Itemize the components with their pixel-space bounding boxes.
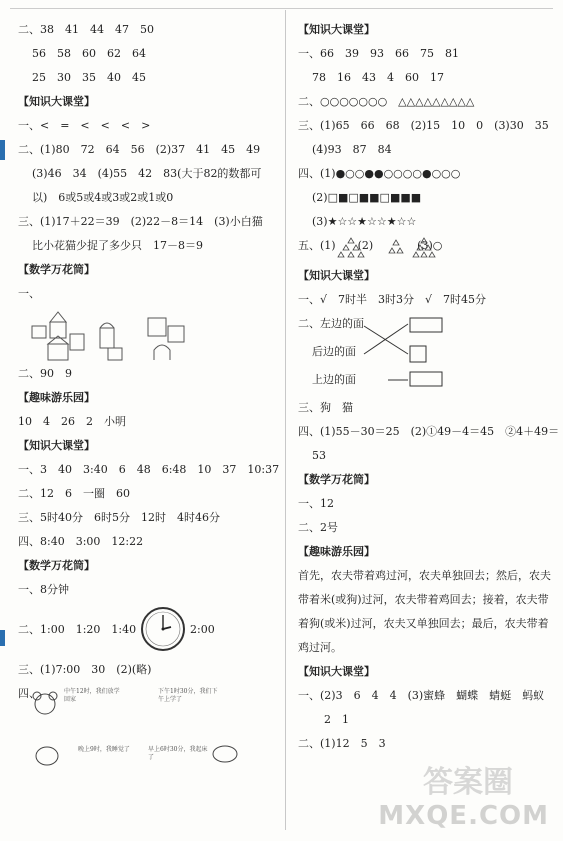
watermark-logo: 答案圈	[423, 765, 513, 800]
triangle-pile-icon	[336, 236, 366, 260]
answer-line	[298, 234, 554, 264]
answer-line: 2:00	[190, 623, 215, 636]
clock-row	[18, 602, 280, 658]
answer-line: 带着米(或狗)过河，农夫带着鸡回去；接着，农夫带	[298, 593, 549, 606]
block-figures	[18, 306, 280, 362]
picture-caption: 早上6时30分，我起床了	[148, 746, 208, 761]
question-prefix: 四、	[18, 687, 40, 700]
time-pictures	[18, 682, 280, 774]
squirrel-picture-icon	[32, 740, 62, 768]
answer-line: 一、√ 7时半 3时3分 √ 7时45分	[298, 293, 487, 306]
answer-line: 一、< = < < < >	[18, 119, 151, 132]
answer-line: 鸡过河。	[298, 641, 342, 654]
section-heading: 【知识大课堂】	[298, 269, 375, 282]
section-heading: 【趣味游乐园】	[298, 545, 375, 558]
answer-line: 三、(1)65 66 68 (2)15 10 0 (3)30 35	[298, 119, 549, 132]
top-rule	[10, 8, 553, 9]
blue-edge-mark	[0, 630, 5, 646]
answer-line: 56 58 60 62 64	[32, 47, 146, 60]
picture-caption: 晚上9时，我睡觉了	[78, 746, 130, 753]
answer-text: 五、(1) (2) (3)○	[298, 239, 443, 252]
section-heading: 【知识大课堂】	[18, 439, 95, 452]
answer-line	[18, 282, 280, 306]
picture-caption: 下午1时30分，我们下午上学了	[158, 688, 218, 703]
bear-picture-icon	[30, 690, 60, 720]
question-prefix: 一、	[18, 287, 40, 300]
answer-line: 78 16 43 4 60 17	[312, 71, 444, 84]
answer-line: 二、12 6 一圈 60	[18, 487, 130, 500]
picture-caption: 中午12时，我们放学回家	[64, 688, 120, 703]
answer-line: 二、(1)80 72 64 56 (2)37 41 45 49	[18, 143, 261, 156]
answer-line: 四、(1)55－30＝25 (2)①49－4＝45 ②4＋49＝	[298, 425, 560, 438]
answer-line: (3)46 34 (4)55 42 83(大于82的数都可	[32, 167, 262, 180]
answer-line: 首先，农夫带着鸡过河，农夫单独回去；然后，农夫	[298, 569, 551, 582]
answer-line: (2)□■□■■□■■■	[312, 191, 422, 204]
answer-line: 二、○○○○○○○ △△△△△△△△△	[298, 95, 475, 108]
answer-line: 二、(1)12 5 3	[298, 737, 386, 750]
section-heading: 【知识大课堂】	[298, 23, 375, 36]
answer-line: 25 30 35 40 45	[32, 71, 146, 84]
answer-line: 二、38 41 44 47 50	[18, 23, 154, 36]
right-column	[298, 18, 560, 756]
answer-line: 以) 6或5或4或3或2或1或0	[32, 191, 174, 204]
match-lines	[358, 316, 448, 388]
answer-line: (4)93 87 84	[312, 143, 392, 156]
answer-line: 三、(1)17＋22＝39 (2)22－8＝14 (3)小白猫	[18, 215, 263, 228]
answer-line: 2 1	[324, 713, 349, 726]
answer-line: 一、12	[298, 497, 334, 510]
section-heading: 【数学万花筒】	[18, 559, 95, 572]
answer-line: 四、8:40 3:00 12:22	[18, 535, 144, 548]
section-heading: 【知识大课堂】	[18, 95, 95, 108]
match-label: 后边的面	[312, 345, 356, 358]
clock-icon	[140, 606, 186, 652]
matching-exercise	[298, 312, 554, 396]
answer-line: 一、66 39 93 66 75 81	[298, 47, 459, 60]
answer-line: 二、1:00 1:20 1:40	[18, 623, 137, 636]
column-divider	[285, 10, 286, 830]
section-heading: 【数学万花筒】	[18, 263, 95, 276]
triangle-groups-icon	[388, 236, 442, 260]
answer-line: 三、(1)7:00 30 (2)(略)	[18, 663, 152, 676]
answer-line: (3)★☆☆★☆☆★☆☆	[312, 215, 417, 228]
match-label: 二、左边的面	[298, 317, 364, 330]
answer-line: 一、(2)3 6 4 4 (3)蜜蜂 蝴蝶 蜻蜓 蚂蚁	[298, 689, 545, 702]
watermark-text: MXQE.COM	[378, 801, 549, 831]
blue-edge-mark	[0, 140, 5, 160]
answer-line: 着狗(或米)过河，农夫又单独回去；最后，农夫带着	[298, 617, 549, 630]
answer-line: 三、5时40分 6时5分 12时 4时46分	[18, 511, 220, 524]
block-drawings	[28, 308, 228, 362]
answer-line: 三、狗 猫	[298, 401, 353, 414]
answer-line: 53	[312, 449, 326, 462]
deer-picture-icon	[208, 734, 242, 768]
section-heading: 【知识大课堂】	[298, 665, 375, 678]
answer-line: 一、8分钟	[18, 583, 69, 596]
section-heading: 【趣味游乐园】	[18, 391, 95, 404]
match-label: 上边的面	[312, 373, 356, 386]
answer-line: 二、90 9	[18, 367, 72, 380]
answer-line: 10 4 26 2 小明	[18, 415, 126, 428]
answer-line: 比小花猫少捉了多少只 17－8＝9	[32, 239, 203, 252]
section-heading: 【数学万花筒】	[298, 473, 375, 486]
answer-line: 一、3 40 3:40 6 48 6:48 10 37 10:37	[18, 463, 280, 476]
answer-line: 四、(1)●○○●●○○○○●○○○	[298, 167, 461, 180]
left-column	[18, 18, 280, 774]
answer-line: 二、2号	[298, 521, 338, 534]
